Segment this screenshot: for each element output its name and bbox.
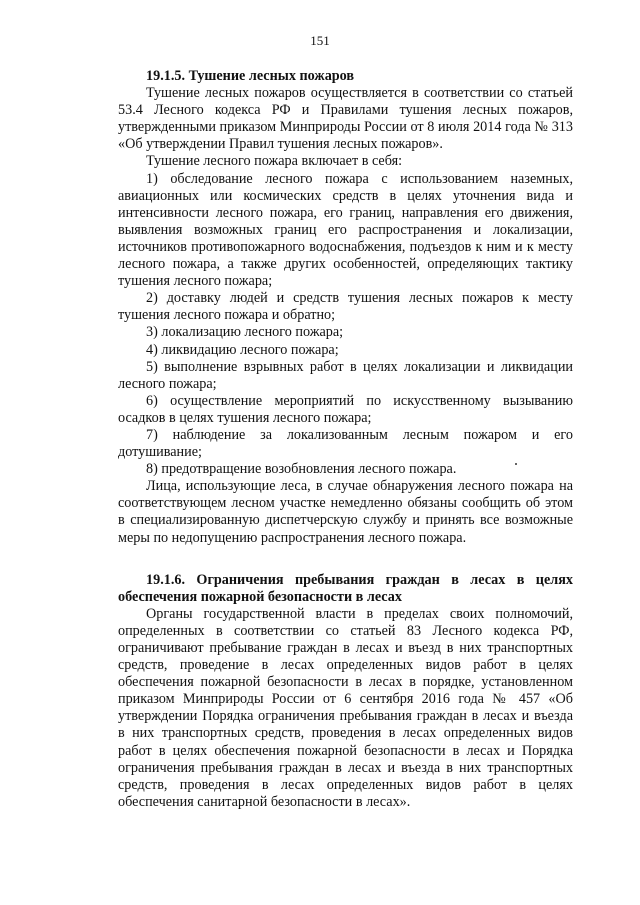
list-item-5: 5) выполнение взрывных работ в целях локализации и ликвидации лесного пожара; [118,358,573,392]
section-title-access-restrictions: 19.1.6. Ограничения пребывания граждан в лесах в целях обеспечения пожарной безопасности в лесах [118,571,573,605]
list-item-3: 3) локализацию лесного пожара; [146,324,344,341]
paragraph-intro: Тушение лесных пожаров осуществляется в соответствии со статьей 53.4 Лесного кодекса РФ и Правилами тушения лесных пожаров, утвержденными приказом Минприроды России от 8 июля 2014 года № 313 «Об утверждении Правил тушения лесных пожаров». [118,85,573,153]
paragraph-closing: Лица, использующие леса, в случае обнаружения лесного пожара на соответствующем лесном участке немедленно обязаны сообщить об этом в специализированную диспетчерскую службу и принять все возможные меры по недопущению распространения лесного пожара. [118,478,573,546]
page-content [118,68,573,811]
list-item-6: 6) осуществление мероприятий по искусственному вызыванию осадков в целях тушения лесного пожара; [118,392,573,426]
paragraph-restrictions: Органы государственной власти в пределах своих полномочий, определенных в соответствии со статьей 83 Лесного кодекса РФ, ограничивают пребывание граждан в лесах и въезд в них транспортных средств, проведение в лесах определенных видов работ в целях обеспечения пожарной безопасности в лесах в порядке, установленном приказом Минприроды России от 6 сентября 2016 года № 457 «Об утверждении Порядка ограничения пребывания граждан в лесах и въезда в них транспортных средств, проведения в лесах определенных видов работ в целях обеспечения пожарной безопасности в лесах и Порядка ограничения пребывания граждан в лесах и въезда в них транспортных средств, проведения в лесах определенных видов работ в целях обеспечения санитарной безопасности в лесах». [118,605,573,810]
scan-speck [515,463,517,465]
list-item-1: 1) обследование лесного пожара с использованием наземных, авиационных или космических средств в целях уточнения вида и интенсивности лесного пожара, его границ, направления его движения, выявления возможных границ его распространения и локализации, источников противопожарного водоснабжения, подъездов к ним и к месту лесного пожара, а также других особенностей, определяющих тактику тушения лесного пожара; [118,170,573,290]
list-item-4: 4) ликвидацию лесного пожара; [146,341,339,358]
section-title-forest-fire-extinguishing: 19.1.5. Тушение лесных пожаров [146,68,355,84]
list-item-2: 2) доставку людей и средств тушения лесных пожаров к месту тушения лесного пожара и обратно; [118,290,573,324]
list-item-7: 7) наблюдение за локализованным лесным пожаром и его дотушивание; [118,426,573,461]
page-number: 151 [310,33,330,48]
list-item-8: 8) предотвращение возобновления лесного пожара. [146,461,457,478]
section-spacer [118,547,573,572]
paragraph-lead: Тушение лесного пожара включает в себя: [146,153,403,170]
